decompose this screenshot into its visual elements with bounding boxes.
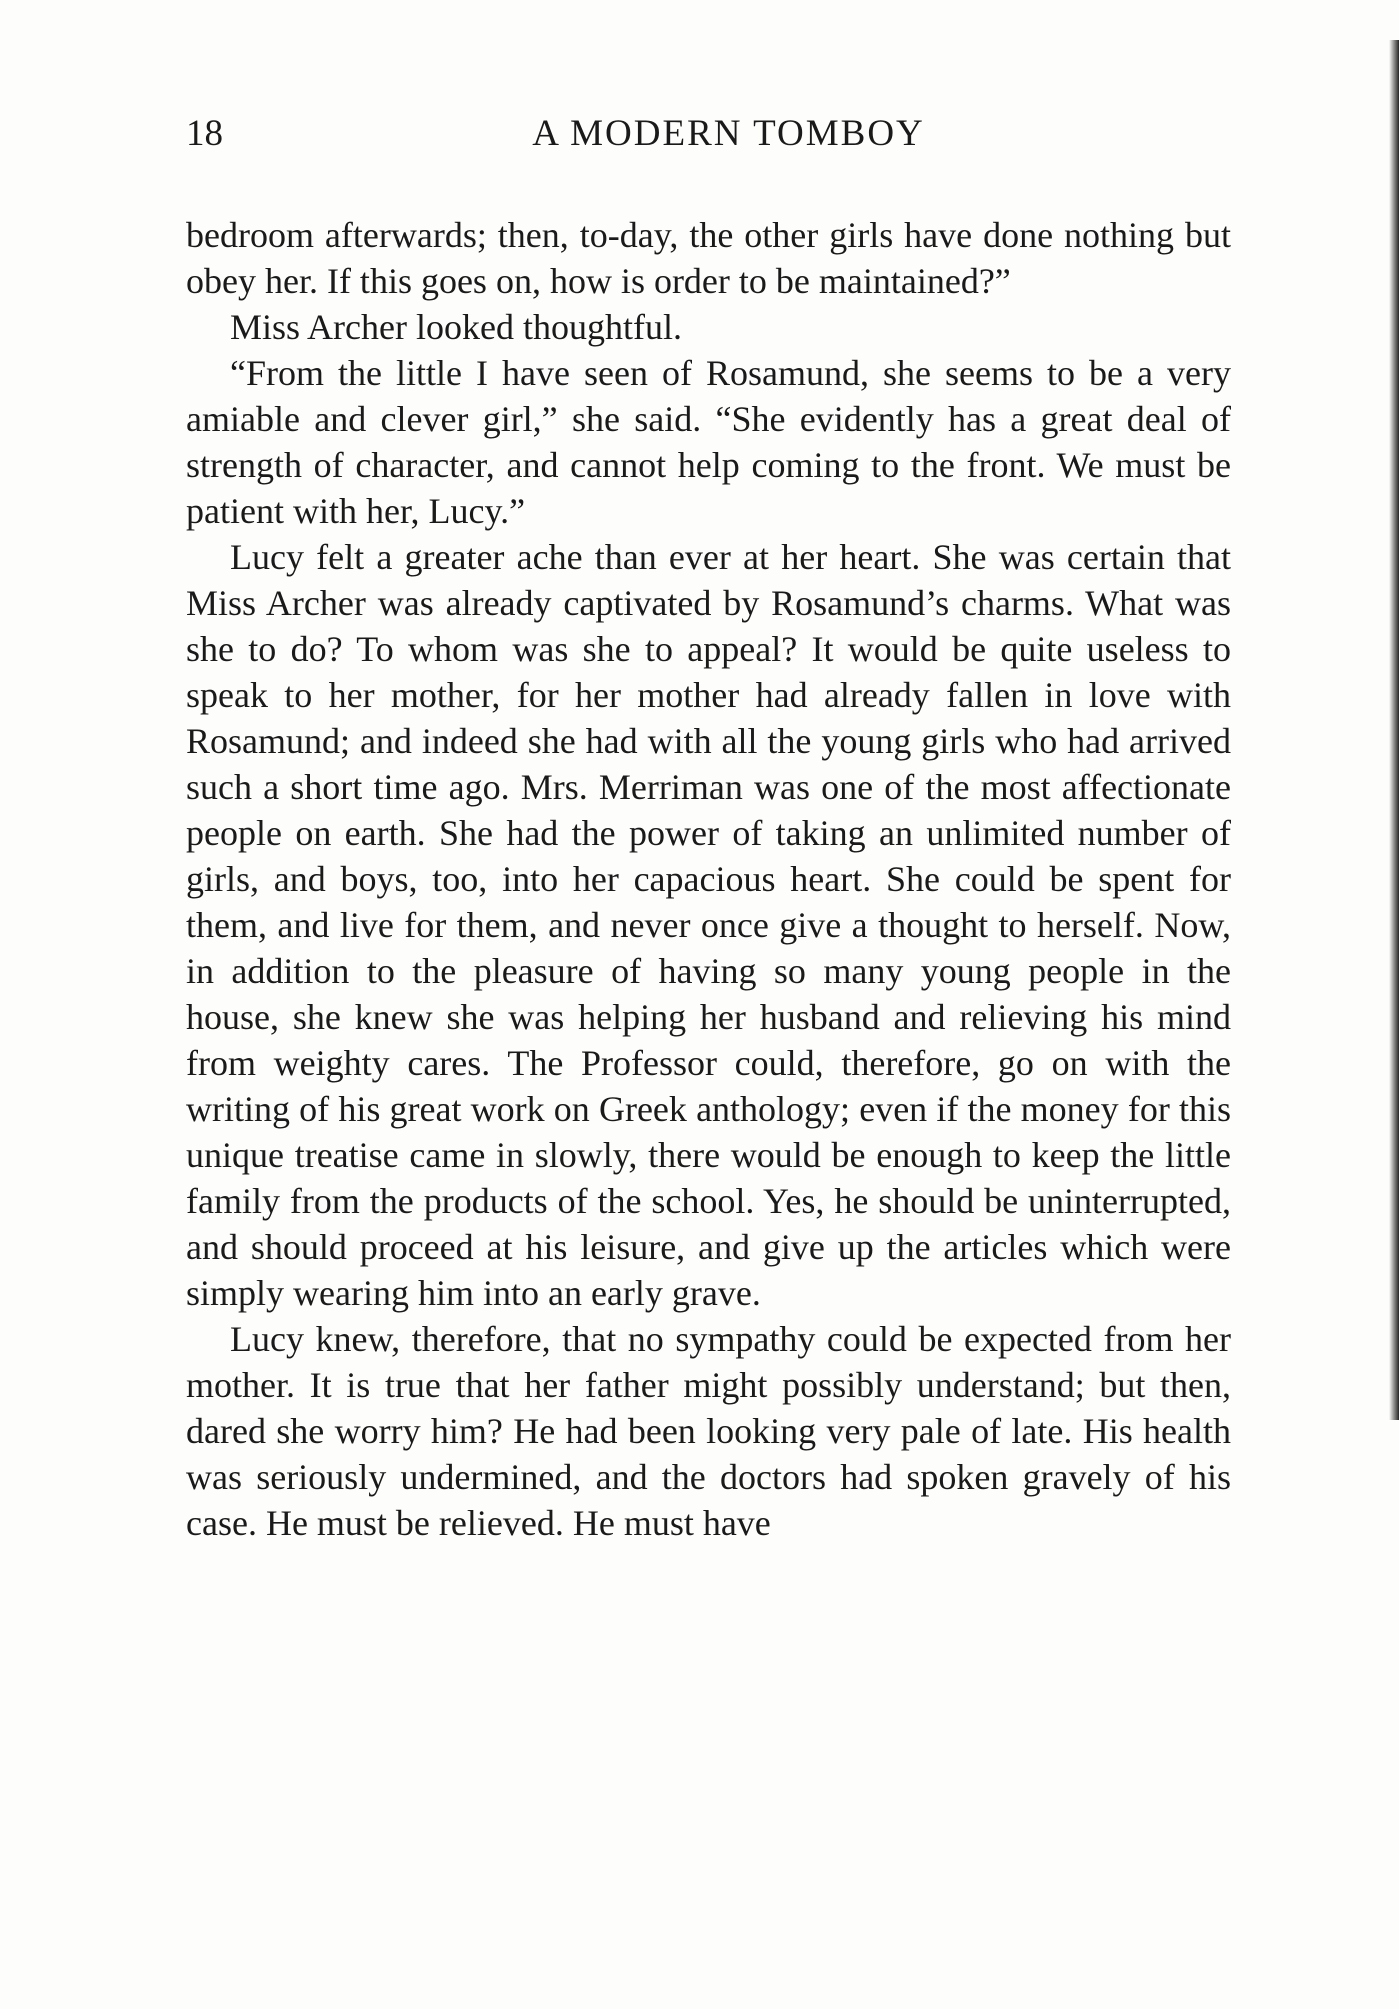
paragraph: Lucy knew, therefore, that no sympathy could be expected from her mother. It is true that her father might possibly understand; but then, dared she worry him? He had been looking very pale of late. His health was seriously undermined, and the doctors had spoken gravely of his case. He must be relieved. He must have — [186, 1319, 1231, 1543]
paragraph: Lucy felt a greater ache than ever at her heart. She was certain that Miss Archer was already captivated by Rosamund’s charms. What was she to do? To whom was she to appeal? It would be quite useless to speak to her mother, for her mother had already fallen in love with Rosamund; and indeed she had with all the young girls who had arrived such a short time ago. Mrs. Merriman was one of the most affectionate people on earth. She had the power of taking an unlimited number of girls, and boys, too, into her capacious heart. She could be spent for them, and live for them, and never once give a thought to herself. Now, in addition to the pleasure of having so many young people in the house, she knew she was helping her husband and relieving his mind from weighty cares. The Professor could, therefore, go on with the writing of his great work on Greek anthology; even if the money for this unique treatise came in slowly, there would be enough to keep the little family from the products of the school. Yes, he should be uninterrupted, and should proceed at his leisure, and give up the articles which were simply wearing him into an early grave. — [186, 537, 1231, 1313]
paragraph-continued: bedroom afterwards; then, to-day, the other girls have done nothing but obey her. If this goes on, how is order to be maintained?” — [186, 215, 1231, 301]
page-spine-shadow — [1389, 40, 1399, 1420]
body-text — [186, 212, 1231, 1546]
running-title: A MODERN TOMBOY — [532, 113, 925, 154]
paragraph: Miss Archer looked thoughtful. — [230, 307, 682, 347]
paragraph: “From the little I have seen of Rosamund, she seems to be a very amiable and clever girl,” she said. “She evidently has a great deal of strength of character, and cannot help coming to the front. We must be patient with her, Lucy.” — [186, 353, 1231, 531]
page-number: 18 — [186, 113, 223, 154]
running-head — [186, 112, 1231, 162]
